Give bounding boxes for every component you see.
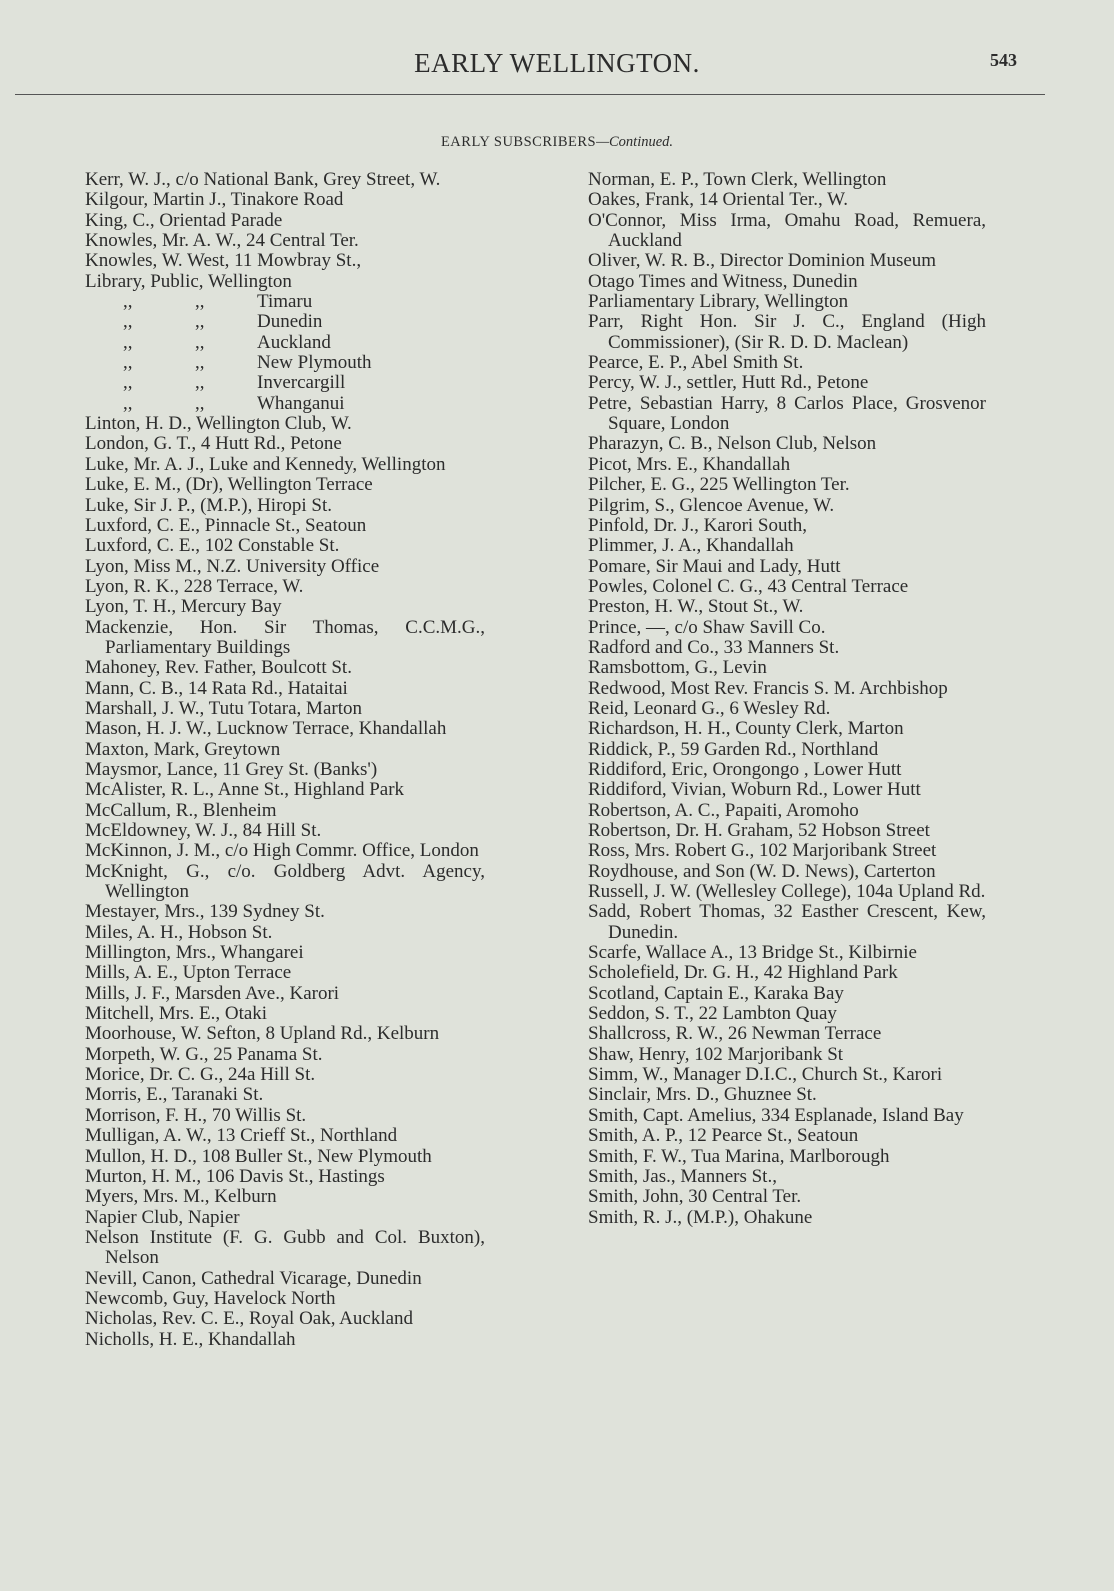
subscriber-entry: Shallcross, R. W., 26 Newman Terrace <box>588 1023 882 1045</box>
subscriber-entry: Parr, Right Hon. Sir J. C., England (High Commissioner), (Sir R. D. D. Maclean) <box>588 311 986 353</box>
subscriber-entry: McKnight, G., c/o. Goldberg Advt. Agency, Wellington <box>85 860 485 903</box>
subscriber-entry: Mulligan, A. W., 13 Crieff St., Northland <box>85 1125 398 1147</box>
subscriber-entry: Pearce, E. P., Abel Smith St. <box>588 352 804 374</box>
subscriber-entry: Redwood, Most Rev. Francis S. M. Archbishop <box>588 677 948 699</box>
subscriber-entry: Parliamentary Library, Wellington <box>588 291 849 313</box>
subscriber-entry: Scholefield, Dr. G. H., 42 Highland Park <box>588 962 898 984</box>
subscriber-entry: Pharazyn, C. B., Nelson Club, Nelson <box>588 433 877 455</box>
subscriber-entry: Smith, R. J., (M.P.), Ohakune <box>588 1206 813 1228</box>
subscriber-entry: Norman, E. P., Town Clerk, Wellington <box>588 169 887 190</box>
subscriber-entry: Pomare, Sir Maui and Lady, Hutt <box>588 555 841 577</box>
subscriber-entry: Maxton, Mark, Greytown <box>85 738 281 760</box>
subscriber-entry: King, C., Orientad Parade <box>85 209 283 231</box>
subscriber-entry: Smith, John, 30 Central Ter. <box>588 1186 802 1208</box>
subscriber-entry: Mann, C. B., 14 Rata Rd., Hataitai <box>85 677 348 699</box>
subscriber-entry: Luke, Sir J. P., (M.P.), Hiropi St. <box>85 494 333 516</box>
subscriber-entry: Scotland, Captain E., Karaka Bay <box>588 982 844 1004</box>
subscriber-entry: Riddiford, Eric, Orongongo , Lower Hutt <box>588 758 902 780</box>
subscriber-entry: London, G. T., 4 Hutt Rd., Petone <box>85 433 342 455</box>
subscriber-entry: Percy, W. J., settler, Hutt Rd., Petone <box>588 372 869 394</box>
subscriber-entry: Scarfe, Wallace A., 13 Bridge St., Kilbirnie <box>588 942 917 964</box>
subscriber-entry: Mullon, H. D., 108 Buller St., New Plymouth <box>85 1145 432 1167</box>
subscriber-entry: Kerr, W. J., c/o National Bank, Grey Street, W. <box>85 169 441 190</box>
ditto-entry <box>85 353 485 373</box>
subscriber-entry: Robertson, A. C., Papaiti, Aromoho <box>588 799 859 821</box>
subscriber-entry: Smith, A. P., 12 Pearce St., Seatoun <box>588 1125 859 1147</box>
subscriber-entry: Mitchell, Mrs. E., Otaki <box>85 1003 268 1025</box>
subscriber-entry: Luke, E. M., (Dr), Wellington Terrace <box>85 474 373 496</box>
subscriber-entry: Knowles, Mr. A. W., 24 Central Ter. <box>85 230 359 252</box>
subscriber-entry: Richardson, H. H., County Clerk, Marton <box>588 718 904 740</box>
subscriber-entry: Morrison, F. H., 70 Willis St. <box>85 1104 307 1126</box>
entry-text: Invercargill <box>257 372 346 394</box>
ditto-mark: ,, <box>123 372 133 394</box>
section-title: EARLY SUBSCRIBERS <box>440 134 597 150</box>
subscriber-entry: Mestayer, Mrs., 139 Sydney St. <box>85 901 325 923</box>
subscriber-entry: Moorhouse, W. Sefton, 8 Upland Rd., Kelburn <box>85 1023 440 1045</box>
subscriber-entry: Oliver, W. R. B., Director Dominion Museum <box>588 250 937 272</box>
ditto-mark: ,, <box>123 392 133 414</box>
section-heading <box>0 134 1114 151</box>
subscriber-entry: Reid, Leonard G., 6 Wesley Rd. <box>588 697 831 719</box>
subscriber-entry: Radford and Co., 33 Manners St. <box>588 636 840 658</box>
left-column <box>85 170 485 1350</box>
ditto-mark: ,, <box>123 311 133 333</box>
subscriber-entry: Mackenzie, Hon. Sir Thomas, C.C.M.G., Parliamentary Buildings <box>85 616 485 658</box>
subscriber-entry: Maysmor, Lance, 11 Grey St. (Banks') <box>85 758 378 780</box>
subscriber-entry: Murton, H. M., 106 Davis St., Hastings <box>85 1165 385 1187</box>
subscriber-entry: Linton, H. D., Wellington Club, W. <box>85 413 352 435</box>
subscriber-entry: Mills, J. F., Marsden Ave., Karori <box>85 982 340 1004</box>
subscriber-entry: Ramsbottom, G., Levin <box>588 657 767 679</box>
subscriber-entry: Sadd, Robert Thomas, 32 Easther Crescent, Kew, Dunedin. <box>588 901 986 943</box>
subscriber-entry: Roydhouse, and Son (W. D. News), Carterton <box>588 860 936 882</box>
subscriber-entry: Kilgour, Martin J., Tinakore Road <box>85 189 344 211</box>
subscriber-entry: McKinnon, J. M., c/o High Commr. Office, London <box>85 840 479 862</box>
subscriber-entry: Napier Club, Napier <box>85 1206 240 1228</box>
right-column <box>588 170 986 1228</box>
subscriber-entry: Otago Times and Witness, Dunedin <box>588 270 858 292</box>
subscriber-entry: Pilcher, E. G., 225 Wellington Ter. <box>588 474 850 496</box>
subscriber-entry: Oakes, Frank, 14 Oriental Ter., W. <box>588 189 849 211</box>
entry-text: Timaru <box>257 291 313 313</box>
subscriber-entry: Miles, A. H., Hobson St. <box>85 921 273 943</box>
ditto-mark: ,, <box>123 331 133 353</box>
subscriber-entry: Smith, Capt. Amelius, 334 Esplanade, Island Bay <box>588 1104 964 1126</box>
subscriber-entry: Mills, A. E., Upton Terrace <box>85 962 292 984</box>
subscriber-entry: Russell, J. W. (Wellesley College), 104a Upland Rd. <box>588 881 986 903</box>
ditto-entry <box>85 333 485 353</box>
subscriber-entry: Robertson, Dr. H. Graham, 52 Hobson Street <box>588 820 930 841</box>
subscriber-entry: McAlister, R. L., Anne St., Highland Park <box>85 779 405 801</box>
subscriber-entry: Simm, W., Manager D.I.C., Church St., Karori <box>588 1064 943 1086</box>
ditto-entry <box>85 394 485 414</box>
subscriber-entry: Shaw, Henry, 102 Marjoribank St <box>588 1043 844 1065</box>
subscriber-entry: Morice, Dr. C. G., 24a Hill St. <box>85 1064 316 1086</box>
ditto-entry <box>85 312 485 332</box>
subscriber-entry: Mason, H. J. W., Lucknow Terrace, Khandallah <box>85 718 447 740</box>
subscriber-entry: Morpeth, W. G., 25 Panama St. <box>85 1043 323 1065</box>
ditto-mark: ,, <box>123 291 133 313</box>
subscriber-entry: Luxford, C. E., 102 Constable St. <box>85 535 340 557</box>
subscriber-entry: Morris, E., Taranaki St. <box>85 1084 264 1106</box>
subscriber-entry: Plimmer, J. A., Khandallah <box>588 535 794 557</box>
section-continued: —Continued. <box>596 134 674 150</box>
ditto-mark: ,, <box>195 372 205 394</box>
subscriber-entry: Luke, Mr. A. J., Luke and Kennedy, Wellington <box>85 453 446 475</box>
entry-text: Whanganui <box>257 392 345 414</box>
subscriber-entry: Smith, Jas., Manners St., <box>588 1165 777 1187</box>
subscriber-entry: Ross, Mrs. Robert G., 102 Marjoribank Street <box>588 840 937 862</box>
subscriber-entry: Nevill, Canon, Cathedral Vicarage, Dunedin <box>85 1267 422 1289</box>
page-number: 543 <box>990 50 1017 70</box>
ditto-mark: ,, <box>195 331 205 353</box>
subscriber-entry: Lyon, R. K., 228 Terrace, W. <box>85 575 304 597</box>
running-title: EARLY WELLINGTON. <box>414 48 700 78</box>
subscriber-entry: Luxford, C. E., Pinnacle St., Seatoun <box>85 514 367 536</box>
subscriber-entry: O'Connor, Miss Irma, Omahu Road, Remuera, Auckland <box>588 209 986 252</box>
subscriber-entry: Nicholas, Rev. C. E., Royal Oak, Auckland <box>85 1308 414 1330</box>
subscriber-entry: Picot, Mrs. E., Khandallah <box>588 453 791 475</box>
subscriber-entry: McCallum, R., Blenheim <box>85 799 277 821</box>
subscriber-entry: Lyon, T. H., Mercury Bay <box>85 596 282 618</box>
subscriber-entry: Powles, Colonel C. G., 43 Central Terrace <box>588 575 909 597</box>
subscriber-entry: Millington, Mrs., Whangarei <box>85 942 304 964</box>
subscriber-entry: Sinclair, Mrs. D., Ghuznee St. <box>588 1084 817 1106</box>
header-rule <box>15 94 1045 95</box>
subscriber-entry: Lyon, Miss M., N.Z. University Office <box>85 555 380 577</box>
subscriber-entry: Newcomb, Guy, Havelock North <box>85 1287 336 1309</box>
subscriber-entry: Seddon, S. T., 22 Lambton Quay <box>588 1003 837 1025</box>
ditto-mark: ,, <box>123 352 133 374</box>
subscriber-entry: Petre, Sebastian Harry, 8 Carlos Place, Grosvenor Square, London <box>588 392 986 435</box>
ditto-entry <box>85 373 485 393</box>
subscriber-entry: Prince, —, c/o Shaw Savill Co. <box>588 616 826 638</box>
ditto-mark: ,, <box>195 291 205 313</box>
subscriber-entry: Preston, H. W., Stout St., W. <box>588 596 804 618</box>
ditto-mark: ,, <box>195 392 205 414</box>
subscriber-entry: Riddick, P., 59 Garden Rd., Northland <box>588 738 879 760</box>
subscriber-entry: Nicholls, H. E., Khandallah <box>85 1328 296 1350</box>
subscriber-entry: Mahoney, Rev. Father, Boulcott St. <box>85 657 352 679</box>
subscriber-entry: Pinfold, Dr. J., Karori South, <box>588 514 808 536</box>
subscriber-entry: Smith, F. W., Tua Marina, Marlborough <box>588 1145 890 1167</box>
ditto-mark: ,, <box>195 352 205 374</box>
subscriber-entry: Marshall, J. W., Tutu Totara, Marton <box>85 697 362 719</box>
subscriber-entry: Nelson Institute (F. G. Gubb and Col. Buxton), Nelson <box>85 1226 485 1269</box>
ditto-entry <box>85 292 485 312</box>
subscriber-entry: Knowles, W. West, 11 Mowbray St., <box>85 250 362 272</box>
subscriber-entry: Pilgrim, S., Glencoe Avenue, W. <box>588 494 835 516</box>
subscriber-entry: Myers, Mrs. M., Kelburn <box>85 1186 277 1208</box>
entry-text: Auckland <box>257 331 331 353</box>
entry-text: Dunedin <box>257 311 323 333</box>
entry-text: New Plymouth <box>257 352 372 374</box>
subscriber-entry: Riddiford, Vivian, Woburn Rd., Lower Hutt <box>588 779 921 801</box>
ditto-mark: ,, <box>195 311 205 333</box>
subscriber-entry: Library, Public, Wellington <box>85 270 292 292</box>
subscriber-entry: McEldowney, W. J., 84 Hill St. <box>85 820 322 841</box>
